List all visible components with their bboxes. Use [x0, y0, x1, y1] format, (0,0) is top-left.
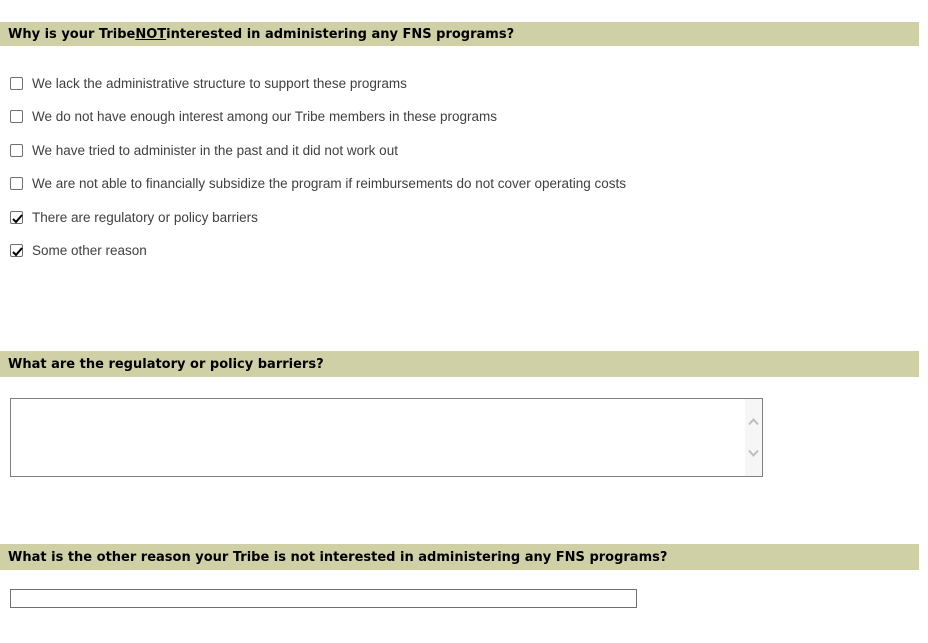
- regulatory-barriers-textarea[interactable]: [11, 399, 745, 476]
- question2-header: [0, 351, 919, 377]
- checkbox-admin-structure[interactable]: [10, 77, 23, 90]
- option-label: Some other reason: [32, 243, 147, 258]
- question2-title: What are the regulatory or policy barriers?: [8, 356, 324, 372]
- checkbox-some-other-reason[interactable]: [10, 244, 23, 257]
- regulatory-barriers-textarea-wrap: [10, 398, 763, 477]
- other-reason-input[interactable]: [10, 589, 637, 608]
- option-row: [10, 177, 626, 191]
- option-row: [10, 110, 626, 124]
- option-row: [10, 210, 626, 224]
- question1-header: [0, 22, 919, 46]
- option-row: [10, 244, 626, 258]
- question3-title: What is the other reason your Tribe is not interested in administering any FNS programs?: [8, 549, 668, 565]
- question1-title-suffix: interested in administering any FNS programs?: [166, 26, 515, 42]
- checkbox-not-enough-interest[interactable]: [10, 110, 23, 123]
- option-label: We do not have enough interest among our Tribe members in these programs: [32, 109, 498, 124]
- checkmark-icon: [10, 244, 25, 259]
- checkbox-cannot-subsidize[interactable]: [10, 177, 23, 190]
- checkbox-tried-in-past[interactable]: [10, 144, 23, 157]
- option-label: We are not able to financially subsidize the program if reimbursements do not cover operating costs: [32, 176, 627, 191]
- scroll-up-icon[interactable]: [747, 416, 760, 427]
- option-label: We have tried to administer in the past and it did not work out: [32, 142, 398, 158]
- option-label: There are regulatory or policy barriers: [32, 209, 258, 225]
- question1-title-prefix: Why is your Tribe: [8, 26, 136, 42]
- option-row: [10, 143, 626, 157]
- checkmark-icon: [10, 211, 25, 226]
- question1-option-list: [10, 76, 626, 277]
- question1-title-emphasis: NOT: [135, 26, 167, 42]
- checkbox-regulatory-barriers[interactable]: [10, 211, 23, 224]
- option-label: We lack the administrative structure to support these programs: [32, 75, 407, 91]
- textarea-scrollbar[interactable]: [745, 399, 762, 476]
- question3-header: [0, 544, 919, 570]
- scroll-down-icon[interactable]: [747, 447, 760, 458]
- option-row: [10, 76, 626, 90]
